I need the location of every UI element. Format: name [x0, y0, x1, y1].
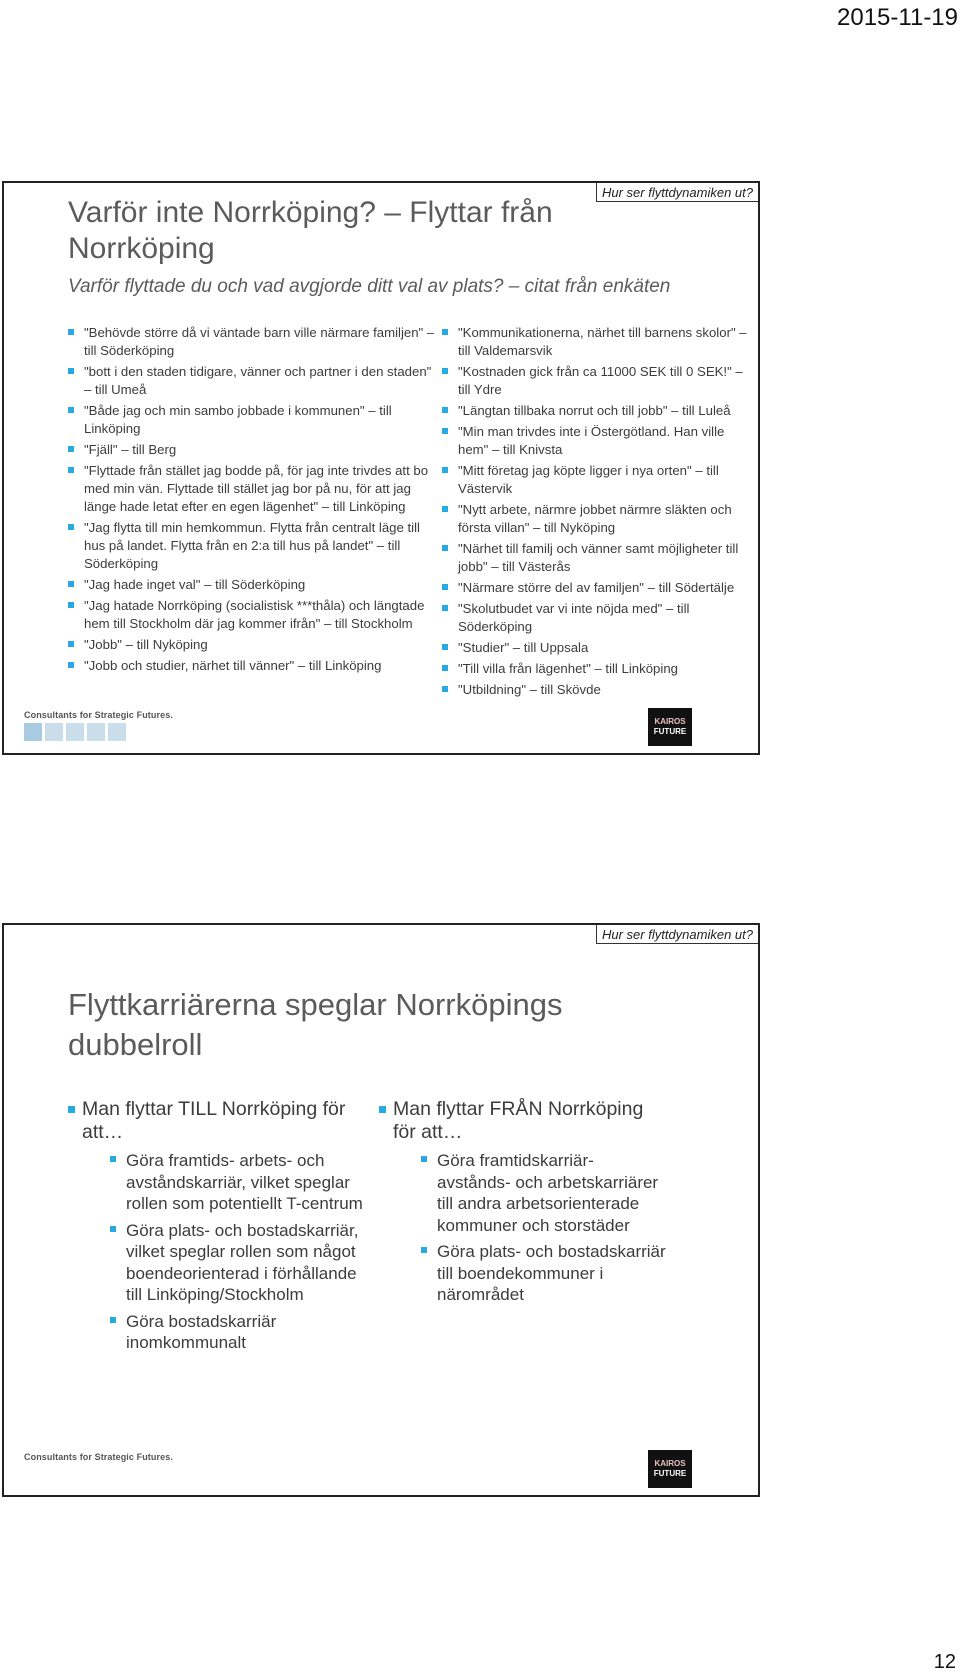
list-item: "Flyttade från stället jag bodde på, för jag inte trivdes att bo med min vän. Flyttade till stället jag bor på nu, för att jag länge hade letat efter en egen lägenhet" – till Linköping [68, 462, 436, 516]
kairos-future-logo: KAIROS FUTURE [648, 708, 692, 746]
list-item: "Fjäll" – till Berg [68, 441, 436, 459]
moving-from-column [379, 1098, 669, 1311]
list-item: "bott i den staden tidigare, vänner och partner i den staden" – till Umeå [68, 363, 436, 399]
list-item: "Närhet till familj och vänner samt möjligheter till jobb" – till Västerås [442, 540, 752, 576]
list-item: "Mitt företag jag köpte ligger i nya orten" – till Västervik [442, 462, 752, 498]
list-item: "Behövde större då vi väntade barn ville närmare familjen" – till Söderköping [68, 324, 436, 360]
list-item: "Studier" – till Uppsala [442, 639, 752, 657]
list-item: "Jag hatade Norrköping (socialistisk ***thåla) och längtade hem till Stockholm där jag kommer ifrån" – till Stockholm [68, 597, 436, 633]
list-item: "Kostnaden gick från ca 11000 SEK till 0 SEK!" – till Ydre [442, 363, 752, 399]
slide-1 [2, 181, 760, 755]
list-item: "Närmare större del av familjen" – till Södertälje [442, 579, 752, 597]
slide-2 [2, 923, 760, 1497]
slide-tag: Hur ser flyttdynamiken ut? [596, 183, 758, 202]
kairos-future-logo: KAIROS FUTURE [648, 1450, 692, 1488]
list-item: "Utbildning" – till Skövde [442, 681, 752, 699]
list-item: "Nytt arbete, närmre jobbet närmre släkten och första villan" – till Nyköping [442, 501, 752, 537]
list-item: Göra bostadskarriär inomkommunalt [110, 1311, 368, 1354]
moving-to-column [68, 1098, 368, 1359]
list-item: Göra framtidskarriär- avstånds- och arbetskarriärer till andra arbetsorienterade kommuner och storstäder [421, 1150, 669, 1236]
slide-title: Flyttkarriärerna speglar Norrköpings dubbelroll [68, 987, 563, 1062]
list-item: Göra plats- och bostadskarriär, vilket speglar rollen som något boendeorienterad i förhållande till Linköping/Stockholm [110, 1220, 368, 1306]
list-item: Göra framtids- arbets- och avståndskarriär, vilket speglar rollen som potentiellt T-centrum [110, 1150, 368, 1215]
page-number: 12 [933, 1651, 956, 1673]
list-item: "Både jag och min sambo jobbade i kommunen" – till Linköping [68, 402, 436, 438]
list-item: "Min man trivdes inte i Östergötland. Han ville hem" – till Knivsta [442, 423, 752, 459]
decorative-squares [24, 723, 126, 741]
slide-tag: Hur ser flyttdynamiken ut? [596, 925, 758, 944]
page-date: 2015-11-19 [837, 4, 958, 31]
list-item: "Jag flytta till min hemkommun. Flytta från centralt läge till hus på landet. Flytta från en 2:a till hus på landet" – till Söderköping [68, 519, 436, 573]
list-item: "Jobb och studier, närhet till vänner" – till Linköping [68, 657, 436, 675]
quotes-left-column [68, 324, 436, 678]
quotes-right-column [442, 324, 752, 702]
consultants-tagline: Consultants for Strategic Futures. [24, 1452, 173, 1462]
list-item: "Längtan tillbaka norrut och till jobb" – till Luleå [442, 402, 752, 420]
list-item: "Kommunikationerna, närhet till barnens skolor" – till Valdemarsvik [442, 324, 752, 360]
list-item: "Jag hade inget val" – till Söderköping [68, 576, 436, 594]
slide-title: Varför inte Norrköping? – Flyttar från Norrköping [68, 196, 553, 265]
list-item: Göra plats- och bostadskarriär till boendekommuner i närområdet [421, 1241, 669, 1306]
list-item: "Jobb" – till Nyköping [68, 636, 436, 654]
slide-subtitle: Varför flyttade du och vad avgjorde ditt val av plats? – citat från enkäten [68, 276, 671, 297]
list-item: "Till villa från lägenhet" – till Linköping [442, 660, 752, 678]
consultants-tagline: Consultants for Strategic Futures. [24, 710, 173, 720]
list-heading: Man flyttar FRÅN Norrköping för att… Göra framtidskarriär- avstånds- och arbetskarriärer till andra arbetsorienterade kommuner och storstäder Göra plats- och bostadskarriär till boendekommuner i närområdet [379, 1098, 669, 1306]
list-heading: Man flyttar TILL Norrköping för att… Göra framtids- arbets- och avståndskarriär, vilket speglar rollen som potentiellt T-centrum Göra plats- och bostadskarriär, vilket speglar rollen som något boendeorienterad i förhållande till Linköping/Stockholm Göra bostadskarriär inomkommunalt [68, 1098, 368, 1354]
list-item: "Skolutbudet var vi inte nöjda med" – till Söderköping [442, 600, 752, 636]
